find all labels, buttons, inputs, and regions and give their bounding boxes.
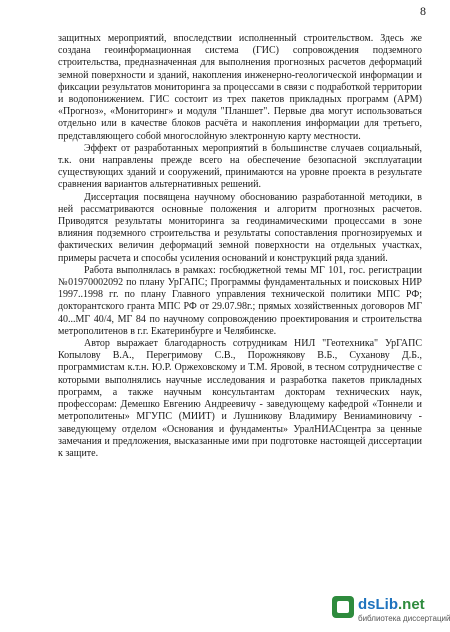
dslib-watermark xyxy=(332,596,450,626)
document-body xyxy=(58,33,422,460)
watermark-brand-part2: .net xyxy=(398,596,425,613)
dslib-logo-icon xyxy=(332,596,354,618)
paragraph-gis: защитных мероприятий, впоследствии исполненный строительством. Здесь же создана геоинформационная система (ГИС) сопровождения подземного строительства, предназначенная для выполнения прогнозных расчетов деформаций земной поверхности и зданий, накопления инженерно-геологической информации и фиксации результатов мониторинга за процессами в связи с подработкой территории и водопонижением. ГИС состоит из трех пакетов прикладных программ (АРМ) «Прогноз», «Мониторинг» и модуля "Планшет". Первые два могут использоваться отдельно или в качестве блоков расчёта и накопления информации для третьего, представляющего собой многослойную электронную карту местности. xyxy=(58,33,422,142)
paragraph-funding: Работа выполнялась в рамках: госбюджетной темы МГ 101, гос. регистрации №01970002092 по плану УрГАПС; Программы фундаментальных и поисковых НИР 1997..1998 гг. по плану Главного управления технической политики МПС РФ; докторантского гранта МПС РФ от 29.07.98г.; прямых хозяйственных договоров МГ 40...МГ 40/4, МГ 84 по научному сопровождению проектирования и строительства метрополитенов в г.г. Екатеринбурге и Челябинске. xyxy=(58,264,422,337)
paragraph-acknowledgements: Автор выражает благодарность сотрудникам НИЛ "Геотехника" УрГАПС Копылову В.А., Перегримову С.В., Порожнякову В.Б., Суханову Д.Б., программистам к.т.н. Ю.Р. Оржеховскому и Т.М. Яровой, в тесном сотрудничестве с которыми выполнялись научные исследования и разработка пакетов прикладных программ, а также научным консультантам докторам технических наук, профессорам: Демешко Евгению Андреевичу - заведующему кафедрой «Тоннели и метрополитены» МГУПС (МИИТ) и Лушникову Владимиру Вениаминовичу - заведующему отделом «Основания и фундаменты» УралНИАСцентра за ценные замечания и предложения, высказанные ими при подготовке настоящей диссертации к защите. xyxy=(58,338,422,459)
paragraph-dissertation: Диссертация посвящена научному обоснованию разработанной методики, в ней рассматриваются основные положения и алгоритм прогнозных расчетов. Приводятся результаты мониторинга за геодинамическими процессами в зоне влияния подземного строительства и результаты сопоставления прогнозируемых и фактических величин деформаций земной поверхности на отдельных участках, примеры расчета и способы усиления оснований и конструкций ряда зданий. xyxy=(58,191,422,264)
paragraph-effect: Эффект от разработанных мероприятий в большинстве случаев социальный, т.к. они направлены прежде всего на обеспечение безопасной эксплуатации существующих зданий и сооружений, принимаются на уровне проекта в результате сравнения вариантов альтернативных решений. xyxy=(58,142,422,191)
page-number: 8 xyxy=(420,4,426,18)
watermark-caption: библиотека диссертаций xyxy=(358,614,450,623)
watermark-brand-part1: dsLib xyxy=(358,596,398,613)
watermark-brand xyxy=(358,596,425,614)
